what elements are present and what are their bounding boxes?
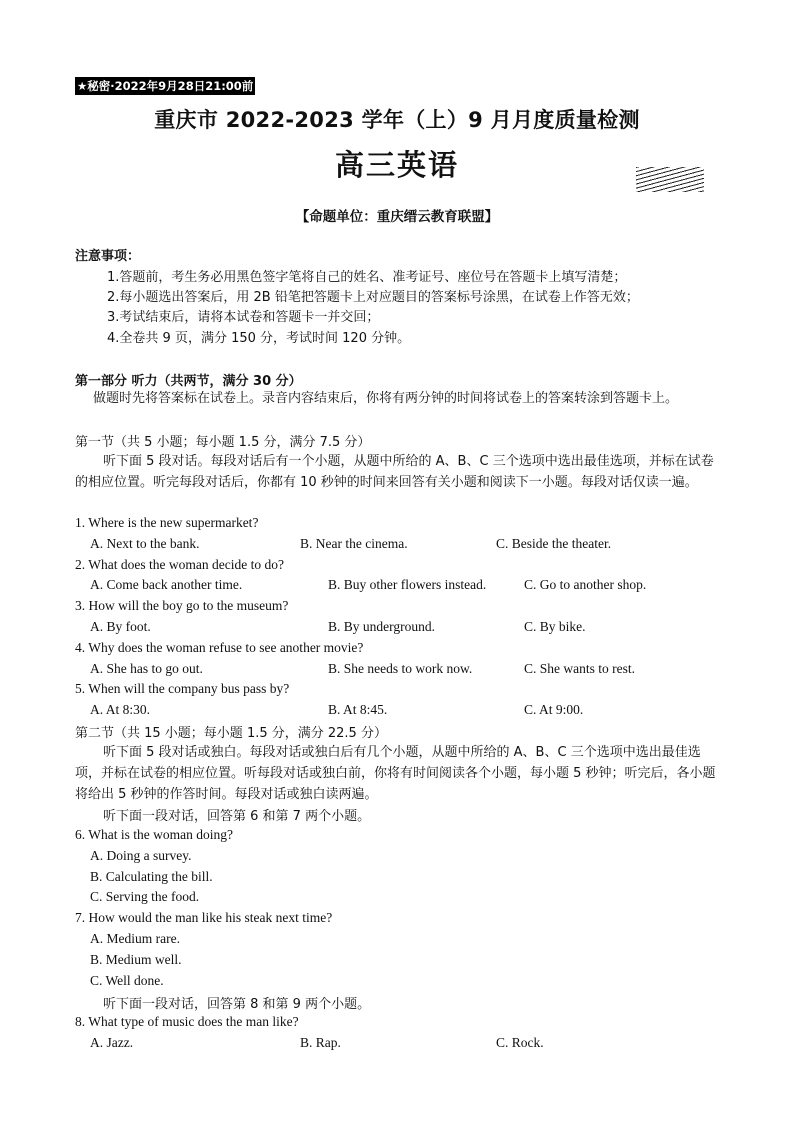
question-stem: 3. How will the boy go to the museum? [75,598,289,613]
question-stem: 2. What does the woman decide to do? [75,557,284,572]
notice-item: 4.全卷共 9 页，满分 150 分，考试时间 120 分钟。 [107,331,411,346]
notice-item: 3.考试结束后，请将本试卷和答题卡一并交回； [107,310,380,325]
question-stem: 5. When will the company bus pass by? [75,681,290,696]
option-a: A. She has to go out. [90,661,203,676]
option-a: A. Next to the bank. [90,536,200,551]
option-a: A. Come back another time. [90,577,243,592]
section1-instruction: 听下面 5 段对话。每段对话后有一个小题，从题中所给的 A、B、C 三个选项中选出最佳选项，并标在试卷的相应位置。听完每段对话后，你都有 10 秒钟的时间来回答有关小题和阅读下一小题。每段对话仅读一遍。 [75,454,714,490]
option-b: B. She needs to work now. [328,661,473,676]
part1-heading: 第一部分 听力（共两节，满分 30 分） [75,374,302,389]
option-a: A. Jazz. [90,1035,134,1050]
option-c: C. Rock. [496,1035,544,1050]
option-a: A. Doing a survey. [90,848,192,863]
issuing-unit: 【命题单位：重庆缙云教育联盟】 [295,209,499,225]
option-b: B. By underground. [328,619,435,634]
option-c: C. By bike. [524,619,586,634]
option-b: B. Rap. [300,1035,341,1050]
option-b: B. Buy other flowers instead. [328,577,487,592]
option-b: B. Near the cinema. [300,536,408,551]
option-c: C. Well done. [90,973,164,988]
part1-intro: 做题时先将答案标在试卷上。录音内容结束后，你将有两分钟的时间将试卷上的答案转涂到答题卡上。 [93,391,679,406]
question-stem: 7. How would the man like his steak next time? [75,910,333,925]
question-stem: 4. Why does the woman refuse to see another movie? [75,640,364,655]
option-c: C. Go to another shop. [524,577,647,592]
question-stem: 1. Where is the new supermarket? [75,515,259,530]
option-a: A. By foot. [90,619,151,634]
question-stem: 8. What type of music does the man like? [75,1014,299,1029]
option-a: A. At 8:30. [90,702,151,717]
sub-instruction: 听下面一段对话，回答第 6 和第 7 两个小题。 [103,809,371,824]
confidential-label: ★秘密·2022年9月28日21:00前 [77,79,254,93]
option-c: C. Beside the theater. [496,536,612,551]
section2-instruction: 听下面 5 段对话或独白。每段对话或独白后有几个小题，从题中所给的 A、B、C 三个选项中选出最佳选项，并标在试卷的相应位置。听每段对话或独白前，你将有时间阅读各个小题，每小题 5 秒钟；听完后，各小题将给出 5 秒钟的作答时间。每段对话或独白读两遍。 [75,745,716,802]
section2-heading: 第二节（共 15 小题；每小题 1.5 分，满分 22.5 分） [75,726,387,741]
option-b: B. Medium well. [90,952,182,967]
option-c: C. At 9:00. [524,702,584,717]
section1-heading: 第一节（共 5 小题；每小题 1.5 分，满分 7.5 分） [75,435,371,450]
option-b: B. At 8:45. [328,702,388,717]
notice-heading: 注意事项： [75,249,141,264]
notice-item: 2.每小题选出答案后，用 2B 铅笔把答题卡上对应题目的答案标号涂黑，在试卷上作答无效； [107,290,639,305]
question-stem: 6. What is the woman doing? [75,827,233,842]
subject-title: 高三英语 [334,148,459,182]
option-c: C. Serving the food. [90,889,200,904]
option-a: A. Medium rare. [90,931,180,946]
option-b: B. Calculating the bill. [90,869,213,884]
sub-instruction: 听下面一段对话，回答第 8 和第 9 两个小题。 [103,997,371,1012]
option-c: C. She wants to rest. [524,661,635,676]
decorative-hatch [636,167,704,192]
notice-item: 1.答题前，考生务必用黑色签字笔将自己的姓名、准考证号、座位号在答题卡上填写清楚； [107,270,627,285]
exam-title: 重庆市 2022-2023 学年（上）9 月月度质量检测 [154,108,640,132]
